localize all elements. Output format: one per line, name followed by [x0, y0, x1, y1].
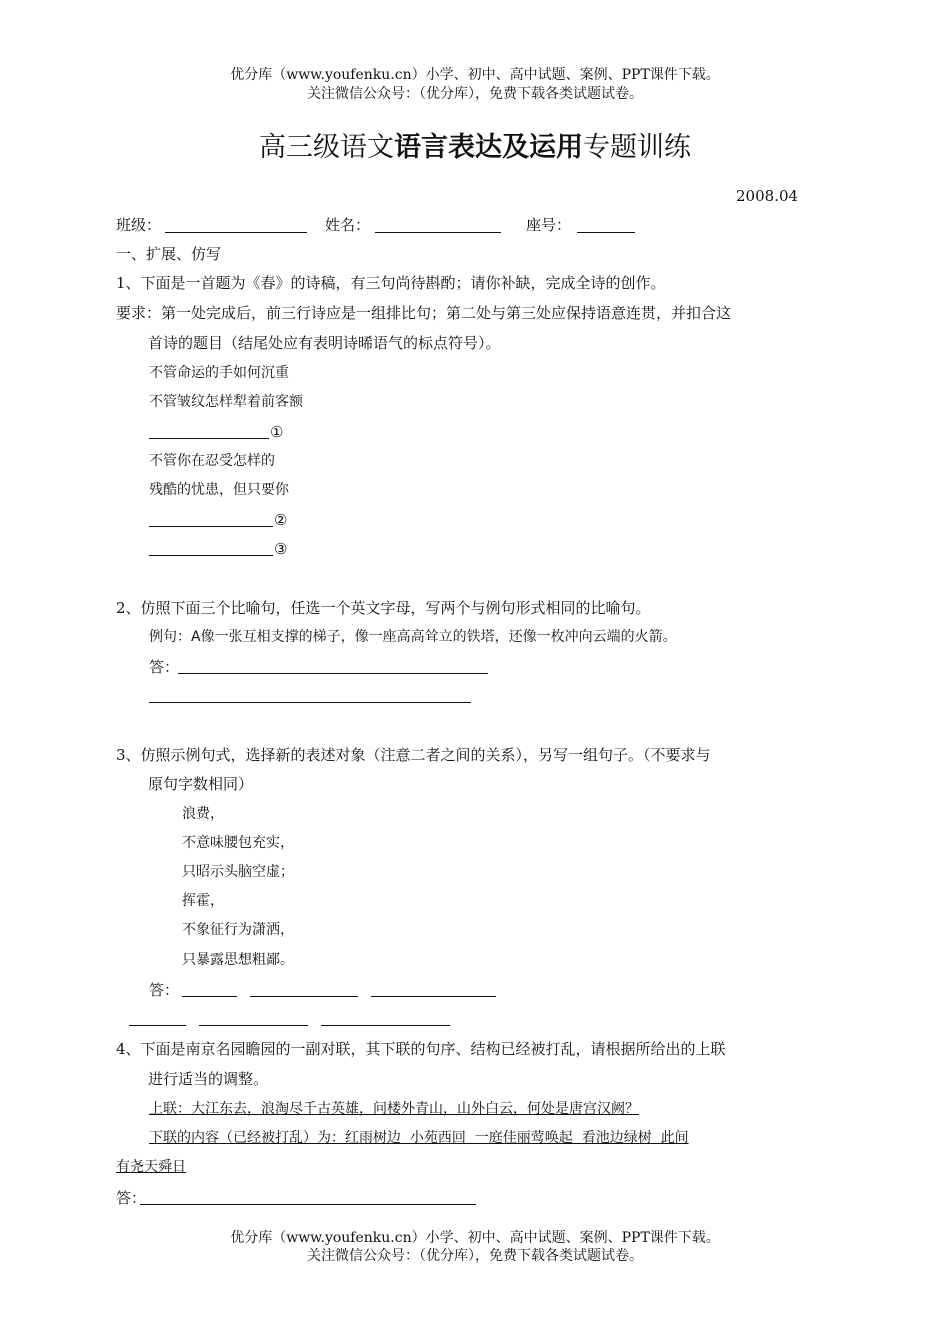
example-line: 只昭示头脑空虚； — [182, 864, 294, 880]
footer-line-1: 优分库（www.youfenku.cn）小学、初中、高中试题、案例、PPT课件下载。 — [230, 1230, 720, 1246]
poem-line-3: 不管你在忍受怎样的 — [149, 453, 275, 469]
q4-answer-line[interactable] — [140, 1189, 476, 1205]
q4-stem-2: 进行适当的调整。 — [148, 1070, 269, 1088]
q3-answer-blank[interactable] — [129, 1010, 186, 1026]
name-field[interactable] — [375, 217, 501, 233]
lower-couplet-line-1: 下联的内容（已经被打乱）为：红雨树边 小苑西回 一庭佳丽莺唤起 看池边绿树 此间 — [149, 1130, 689, 1146]
q3-answer-label: 答： — [149, 981, 180, 999]
seat-label: 座号： — [526, 216, 572, 234]
q3-answer-blank[interactable] — [321, 1010, 450, 1026]
q2-answer-line-2[interactable] — [149, 687, 471, 703]
section-heading: 一、扩展、仿写 — [116, 245, 222, 263]
poem-blank-1[interactable] — [149, 423, 269, 439]
upper-couplet: 上联：大江东去，浪淘尽千古英雄，问楼外青山，山外白云，何处是唐宫汉阙？ — [149, 1101, 639, 1117]
poem-line-2: 不管皱纹怎样犁着前客额 — [149, 394, 303, 410]
q3-stem-1: 3、仿照示例句式，选择新的表述对象（注意二者之间的关系），另写一组句子。（不要求与 — [116, 746, 711, 764]
footer-line-2: 关注微信公众号：（优分库），免费下载各类试题试卷。 — [307, 1248, 643, 1264]
poem-blank-3[interactable] — [149, 540, 273, 556]
seat-field[interactable] — [577, 217, 635, 233]
q2-answer-line-1[interactable] — [178, 658, 488, 674]
title-part-2: 语言表达及运用 — [394, 132, 583, 163]
lower-couplet-line-2: 有尧天舜日 — [116, 1159, 186, 1175]
q4-stem-1: 4、下面是南京名园瞻园的一副对联，其下联的句序、结构已经被打乱，请根据所给出的上联 — [116, 1040, 726, 1058]
page-title — [0, 131, 950, 165]
q2-stem: 2、仿照下面三个比喻句，任选一个英文字母，写两个与例句形式相同的比喻句。 — [116, 599, 651, 617]
date: 2008.04 — [736, 187, 799, 205]
poem-line-4: 残酷的忧患，但只要你 — [149, 482, 289, 498]
q3-answer-blank[interactable] — [182, 981, 237, 997]
q3-stem-2: 原句字数相同） — [148, 775, 254, 793]
q3-answer-blank[interactable] — [250, 981, 358, 997]
class-field[interactable] — [165, 217, 307, 233]
q1-requirement-1: 要求：第一处完成后，前三行诗应是一组排比句；第二处与第三处应保持语意连贯，并扣合这 — [116, 304, 732, 322]
q1-stem: 1、下面是一首题为《春》的诗稿，有三句尚待斟酌；请你补缺，完成全诗的创作。 — [116, 274, 666, 292]
q2-answer-label: 答： — [149, 658, 180, 676]
title-part-1: 高三级语文 — [259, 132, 394, 163]
class-label: 班级： — [116, 216, 162, 234]
name-label: 姓名： — [325, 216, 371, 234]
example-line: 挥霍， — [182, 893, 224, 909]
q3-answer-blank[interactable] — [199, 1010, 308, 1026]
example-line: 不意味腰包充实， — [182, 835, 294, 851]
poem-line-1: 不管命运的手如何沉重 — [149, 365, 289, 381]
poem-blank-2[interactable] — [149, 511, 273, 527]
example-line: 只暴露思想粗鄙。 — [182, 952, 294, 968]
header-line-2: 关注微信公众号：（优分库），免费下载各类试题试卷。 — [307, 86, 643, 102]
q4-answer-label: 答： — [116, 1189, 147, 1207]
q3-answer-blank[interactable] — [371, 981, 496, 997]
poem-mark-1: ① — [270, 423, 284, 441]
poem-mark-3: ③ — [274, 540, 288, 558]
example-line: 不象征行为潇洒， — [182, 922, 294, 938]
q1-requirement-2: 首诗的题目（结尾处应有表明诗晞语气的标点符号）。 — [148, 334, 501, 352]
q2-example: 例句：A像一张互相支撑的梯子，像一座高高耸立的铁塔，还像一枚冲向云端的火箭。 — [149, 629, 677, 645]
title-part-3: 专题训练 — [583, 132, 691, 163]
poem-mark-2: ② — [274, 511, 288, 529]
example-line: 浪费， — [182, 806, 224, 822]
header-line-1: 优分库（www.youfenku.cn）小学、初中、高中试题、案例、PPT课件下载。 — [230, 67, 720, 83]
